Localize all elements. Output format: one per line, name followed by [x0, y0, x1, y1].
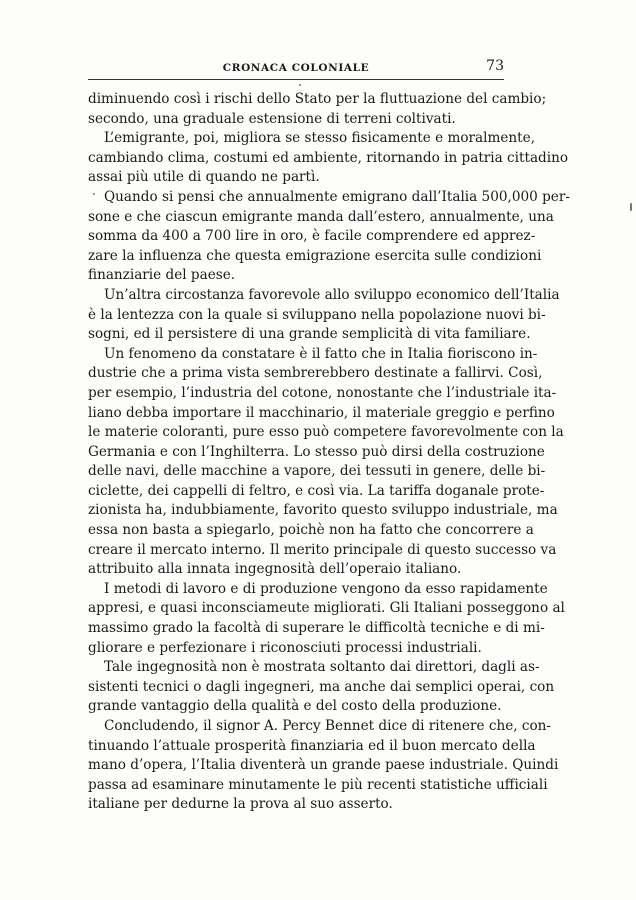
page-number: 73 [486, 58, 504, 74]
text-line: per esempio, l’industria del cotone, nonostante che l’industriale ita- [88, 384, 557, 401]
text-line: creare il mercato interno. Il merito principale di questo successo va [88, 541, 557, 558]
text-line: massimo grado la facoltà di superare le difficoltà tecniche e di mi- [88, 620, 545, 637]
text-line: delle navi, delle macchine a vapore, dei tessuti in genere, delle bi- [88, 463, 546, 480]
paragraph [88, 90, 547, 129]
text-line: Concludendo, il signor A. Percy Bennet dice di ritenere che, con- [104, 718, 552, 734]
text-line: zare la influenza che questa emigrazione esercita sulle condizioni [88, 247, 542, 264]
text-line: le materie coloranti, pure esso può competere favorevolmente con la [88, 424, 564, 441]
paragraph [88, 129, 569, 188]
text-line: essa non basta a spiegarlo, poichè non ha fatto che concorrere a [88, 522, 534, 539]
text-line: liano debba importare il macchinario, il materiale greggio e perfino [88, 404, 555, 421]
text-line: finanziarie del paese. [88, 267, 236, 284]
print-speck [299, 84, 301, 86]
text-line: passa ad esaminare minutamente le più recenti statistiche ufficiali [88, 776, 548, 793]
text-line: attribuito alla innata ingegnosità dell’operaio italiano. [88, 561, 462, 578]
text-line: somma da 400 a 700 lire in oro, è facile comprendere ed apprez- [88, 228, 536, 245]
text-line: sogni, ed il persistere di una grande semplicità di vita familiare. [88, 326, 531, 343]
text-line: Un’altra circostanza favorevole allo sviluppo economico dell’Italia [104, 286, 560, 303]
running-title: CRONACA COLONIALE [222, 62, 370, 74]
paragraph [88, 345, 564, 580]
body-text [88, 90, 570, 815]
paragraph [88, 188, 570, 286]
text-line: diminuendo così i rischi dello Stato per la fluttuazione del cambio; [88, 91, 547, 107]
page-edge-mark [630, 203, 632, 211]
text-line: ciclette, dei cappelli di feltro, e così via. La tariffa doganale prote- [88, 482, 545, 499]
page-header [88, 58, 504, 80]
text-line: L’emigrante, poi, migliora se stesso fisicamente e moralmente, [104, 130, 536, 147]
paragraph [88, 717, 559, 815]
header-rule [88, 79, 504, 80]
text-line: I metodi di lavoro e di produzione vengono da esso rapidamente [104, 580, 548, 597]
text-line: dustrie che a prima vista sembrerebbero destinate a fallirvi. Così, [88, 365, 543, 382]
text-line: italiane per dedurne la prova al suo asserto. [88, 796, 393, 813]
text-line: gliorare e perfezionare i riconosciuti processi industriali. [88, 639, 482, 656]
text-line: Un fenomeno da constatare è il fatto che in Italia fioriscono in- [104, 345, 538, 362]
text-line: sone e che ciascun emigrante manda dall’estero, annualmente, una [88, 208, 554, 225]
text-line: grande vantaggio della qualità e del costo della produzione. [88, 698, 502, 715]
paragraph [88, 286, 560, 345]
text-line: cambiando clima, costumi ed ambiente, ritornando in patria cittadino [88, 149, 569, 166]
text-line: Germania e con l’Inghilterra. Lo stesso può dirsi della costruzione [88, 443, 545, 460]
text-line: Quando si pensi che annualmente emigrano dall’Italia 500,000 per- [104, 188, 570, 205]
text-line: appresi, e quasi inconsciameute migliorati. Gli Italiani posseggono al [88, 600, 565, 617]
paragraph [88, 580, 565, 658]
text-line: mano d’opera, l’Italia diventerà un grande paese industriale. Quindi [88, 757, 559, 774]
text-line: è la lentezza con la quale si sviluppano nella popolazione nuovi bi- [88, 306, 546, 323]
text-line: sistenti tecnici o dagli ingegneri, ma anche dai semplici operai, con [88, 678, 555, 695]
text-line: Tale ingegnosità non è mostrata soltanto dai direttori, dagli as- [104, 659, 540, 676]
text-line: tinuando l’attuale prosperità finanziaria ed il buon mercato della [88, 737, 536, 754]
text-line: secondo, una graduale estensione di terreni coltivati. [88, 110, 456, 127]
text-line: assai più utile di quando ne partì. [88, 169, 320, 186]
paragraph [88, 658, 555, 717]
text-line: zionista ha, indubbiamente, favorito questo sviluppo industriale, ma [88, 502, 558, 519]
